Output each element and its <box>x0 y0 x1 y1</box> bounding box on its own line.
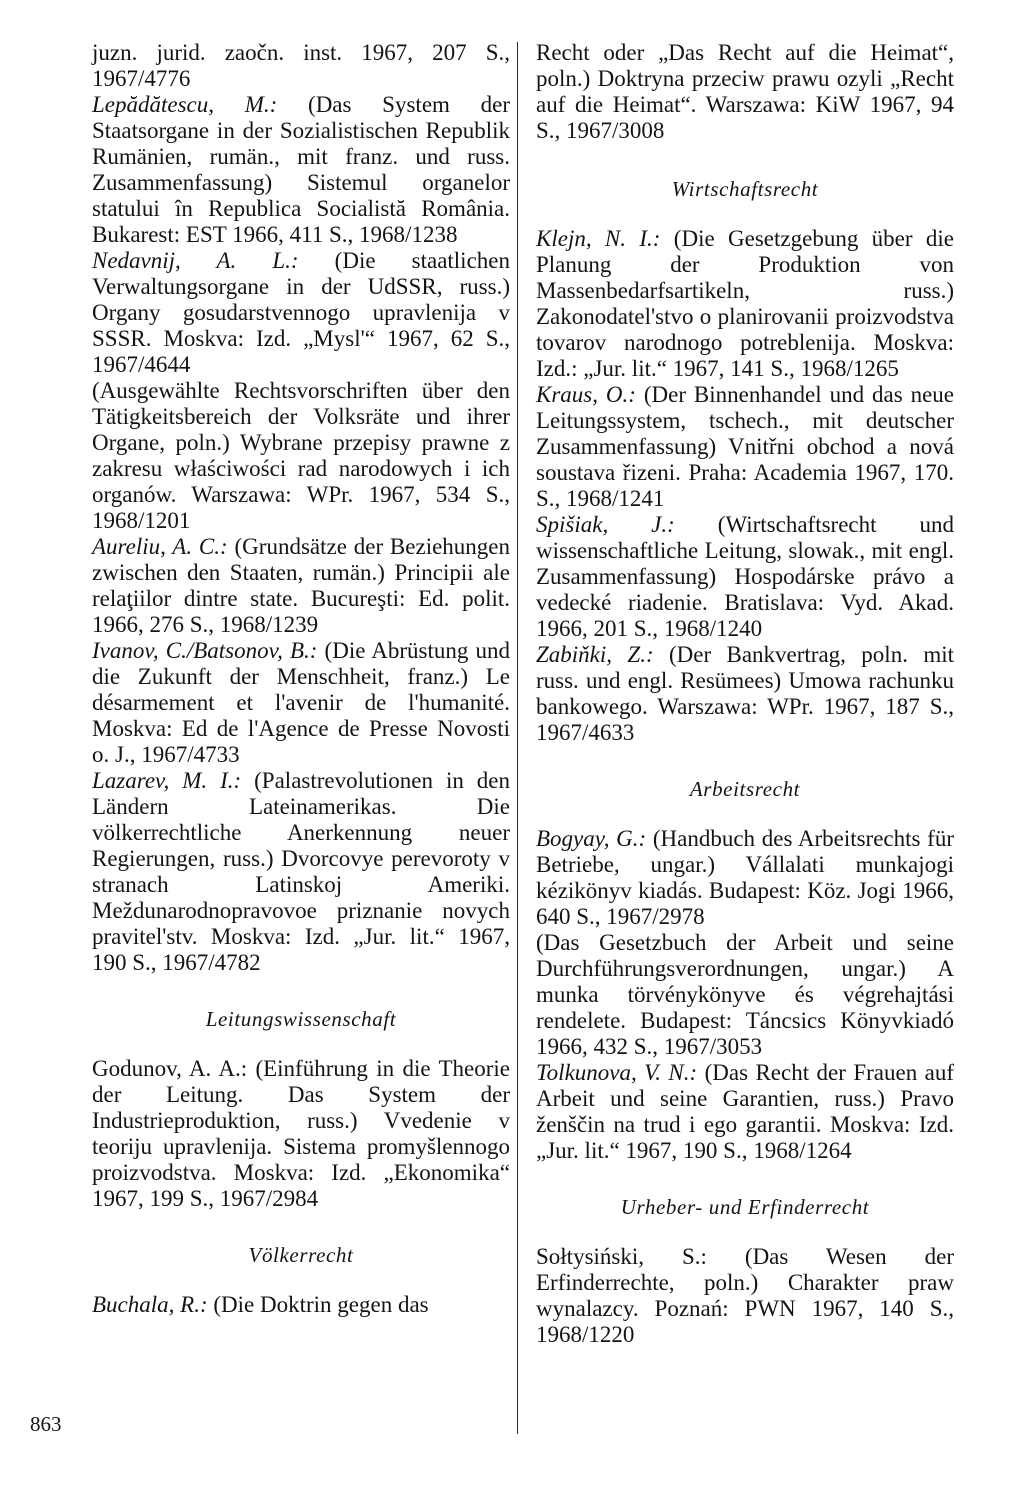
entry-text: (Der Bankvertrag, poln. mit russ. und engl. Resümees) Umowa rachunku bankowego. Warszawa: WPr. 1967, 187 S., 1967/4633 <box>536 642 954 745</box>
entry-text: (Die staatlichen Verwaltungsorgane in der UdSSR, russ.) Organy gosudarstvennogo upravlenija v SSSR. Moskva: Izd. „Mysl'“ 1967, 62 S., 1967/4644 <box>92 248 510 377</box>
entry-text: (Das Recht der Frauen auf Arbeit und seine Garantien, russ.) Pravo ženščin na trud i ego garantii. Moskva: Izd. „Jur. lit.“ 1967, 190 S., 1968/1264 <box>536 1060 954 1163</box>
entry-author: Bogyay, G.: <box>536 826 647 851</box>
entry-text: (Handbuch des Arbeitsrechts für Betriebe, ungar.) Vállalati munkajogi kézikönyv kiadás. Budapest: Köz. Jogi 1966, 640 S., 1967/2978 <box>536 826 954 929</box>
entry-author: Kraus, O.: <box>536 382 636 407</box>
bibliography-entry <box>92 378 510 534</box>
entry-text: Godunov, A. A.: (Einführung in die Theorie der Leitung. Das System der Industrieproduktion, russ.) Vvedenie v teoriju upravlenija. Sistema promyšlennogo proizvodstva. Moskva: Izd. „Ekonomika“ 1967, 199 S., 1967/2984 <box>92 1056 510 1211</box>
bibliography-entry <box>92 92 510 248</box>
entry-text: (Die Gesetzgebung über die Planung der Produktion von Massenbedarfsartikeln, russ.) Zakonodatel'stvo o planirovanii proizvodstva tovarov narodnogo potreblenija. Moskva: Izd.: „Jur. lit.“ 1967, 141 S., 1968/1265 <box>536 226 954 381</box>
bibliography-entry <box>536 40 954 144</box>
bibliography-entry <box>536 930 954 1060</box>
entry-text: (Der Binnenhandel und das neue Leitungssystem, tschech., mit deutscher Zusammenfassung) Vnitřni obchod a nová soustava řizeni. Praha: Academia 1967, 170. S., 1968/1241 <box>536 382 954 511</box>
entry-text: (Ausgewählte Rechtsvorschriften über den Tätigkeitsbereich der Volksräte und ihrer Organe, poln.) Wybrane przepisy prawne z zakresu właściwości rad narodowych i ich organów. Warszawa: WPr. 1967, 534 S., 1968/1201 <box>92 378 510 533</box>
section-heading: Arbeitsrecht <box>689 777 801 801</box>
entry-author: Aureliu, A. C.: <box>92 534 228 559</box>
entry-author: Zabiňki, Z.: <box>536 642 654 667</box>
entry-text: (Grundsätze der Beziehungen zwischen den Staaten, rumän.) Principii ale relaţiilor dintre state. Bucureşti: Ed. polit. 1966, 276 S., 1968/1239 <box>92 534 510 637</box>
entry-author: Lepădătescu, M.: <box>92 92 278 117</box>
bibliography-entry <box>536 226 954 382</box>
bibliography-entry <box>536 382 954 512</box>
entry-text: (Wirtschaftsrecht und wissenschaftliche Leitung, slowak., mit engl. Zusammenfassung) Hospodárske právo a vedecké riadenie. Bratislava: Vyd. Akad. 1966, 201 S., 1968/1240 <box>536 512 954 641</box>
section-heading: Völkerrecht <box>248 1243 354 1267</box>
entry-author: Lazarev, M. I.: <box>92 768 242 793</box>
bibliography-entry <box>92 1292 510 1318</box>
bibliography-entry <box>536 642 954 746</box>
entry-author: Klejn, N. I.: <box>536 226 661 251</box>
bibliography-entry <box>92 768 510 976</box>
column-divider <box>517 42 518 1434</box>
bibliography-entry <box>92 638 510 768</box>
section-heading: Wirtschaftsrecht <box>671 177 819 201</box>
bibliography-entry <box>92 534 510 638</box>
bibliography-entry <box>536 826 954 930</box>
entry-text: (Das System der Staatsorgane in der Sozialistischen Republik Rumänien, rumän., mit franz. und russ. Zusammenfassung) Sistemul organelor statului în Republica Socialistă România. Bukarest: EST 1966, 411 S., 1968/1238 <box>92 92 511 247</box>
entry-text: juzn. jurid. zaočn. inst. 1967, 207 S., 1967/4776 <box>92 40 510 91</box>
section-heading: Leitungswissenschaft <box>205 1007 397 1031</box>
page-number: 863 <box>30 1412 62 1436</box>
entry-text: (Palastrevolutionen in den Ländern Lateinamerikas. Die völkerrechtliche Anerkennung neuer Regierungen, russ.) Dvorcovye perevoroty v stranach Latinskoj Ameriki. Meždunarodnopravovoe priznanie novych pravitel'stv. Moskva: Izd. „Jur. lit.“ 1967, 190 S., 1967/4782 <box>92 768 510 975</box>
bibliography-entry <box>536 1244 954 1348</box>
bibliography-entry <box>92 1056 510 1212</box>
entry-author: Spišiak, J.: <box>536 512 675 537</box>
entry-text: Sołtysiński, S.: (Das Wesen der Erfinderrechte, poln.) Charakter praw wynalazcy. Poznań: PWN 1967, 140 S., 1968/1220 <box>536 1244 954 1347</box>
entry-text: (Die Abrüstung und die Zukunft der Menschheit, franz.) Le désarmement et l'avenir de l'humanité. Moskva: Ed de l'Agence de Presse Novosti o. J., 1967/4733 <box>92 638 510 767</box>
entry-author: Nedavnij, A. L.: <box>92 248 299 273</box>
left-column <box>92 40 510 1318</box>
bibliography-entry <box>92 248 510 378</box>
section-heading: Urheber- und Erfinderrecht <box>620 1195 870 1219</box>
entry-text: Recht oder „Das Recht auf die Heimat“, poln.) Doktryna przeciw prawu ozyli „Recht auf die Heimat“. Warszawa: KiW 1967, 94 S., 1967/3008 <box>536 40 954 143</box>
entry-text: (Die Doktrin gegen das <box>207 1292 429 1317</box>
entry-author: Buchala, R.: <box>92 1292 208 1317</box>
bibliography-entry <box>92 40 510 92</box>
entry-author: Ivanov, C./Batsonov, B.: <box>92 638 318 663</box>
right-column <box>536 40 954 1348</box>
bibliography-entry <box>536 1060 954 1164</box>
bibliography-entry <box>536 512 954 642</box>
entry-text: (Das Gesetzbuch der Arbeit und seine Durchführungsverordnungen, ungar.) A munka törvénykönyve és végrehajtási rendelete. Budapest: Táncsics Könyvkiadó 1966, 432 S., 1967/3053 <box>536 930 954 1059</box>
entry-author: Tolkunova, V. N.: <box>536 1060 698 1085</box>
